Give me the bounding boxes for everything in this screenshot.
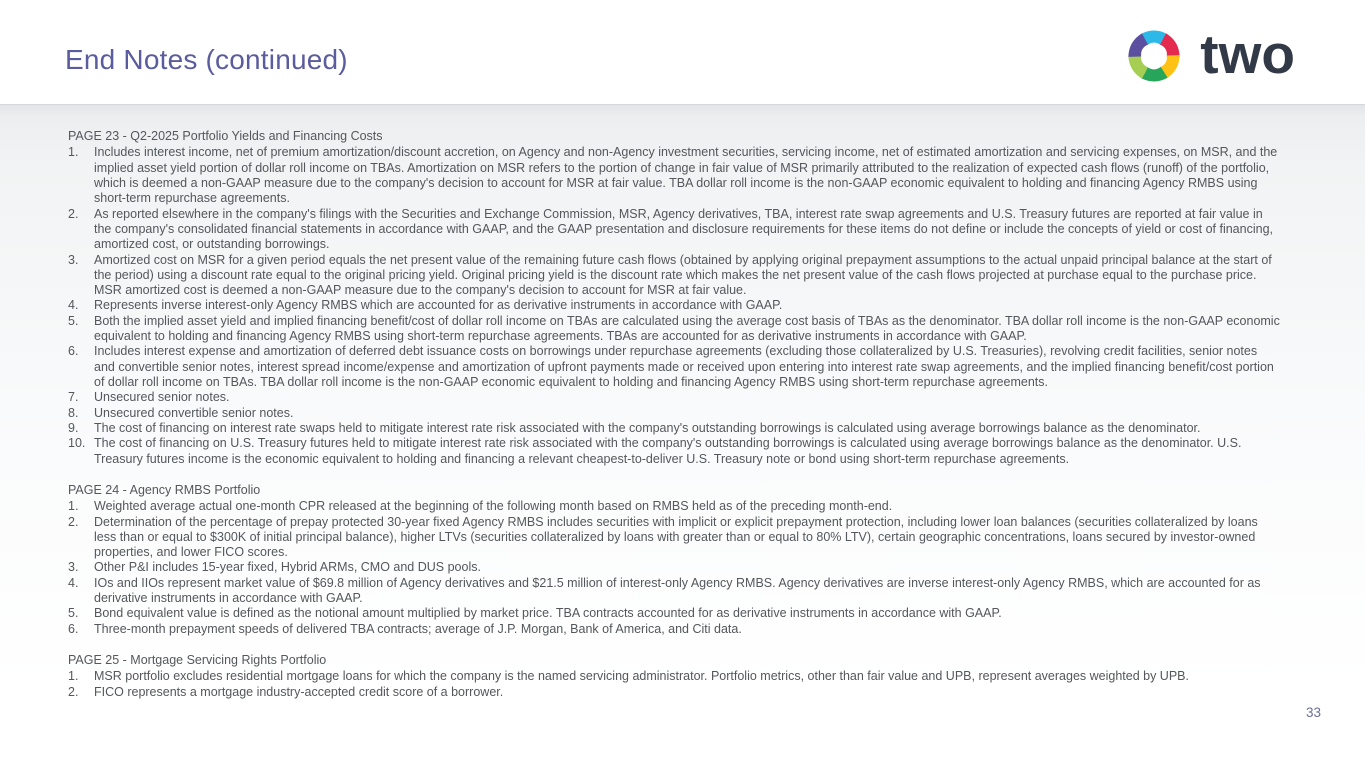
note-number: 3. <box>68 560 79 575</box>
note-text: Includes interest expense and amortization of deferred debt issuance costs on borrowings under repurchase agreements (excluding those collateralized by U.S. Treasuries), revolving credit facilities, senior notes and convertible senior notes, interest spread income/expense and amortization of upfront payments made or received upon entering into interest rate swap agreements, and the implied financing benefit/cost portion of dollar roll income on TBAs. TBA dollar roll income is the non-GAAP economic equivalent to holding and financing Agency RMBS using short-term repurchase agreements. <box>94 344 1274 389</box>
note-text: FICO represents a mortgage industry-accepted credit score of a borrower. <box>94 684 504 699</box>
note-text: Unsecured convertible senior notes. <box>94 405 294 420</box>
note-number: 2. <box>68 684 79 699</box>
note-number: 6. <box>68 621 79 636</box>
section-heading: PAGE 25 - Mortgage Servicing Rights Portfolio <box>68 653 327 667</box>
section-heading: PAGE 24 - Agency RMBS Portfolio <box>68 482 261 497</box>
section-heading: PAGE 23 - Q2-2025 Portfolio Yields and Financing Costs <box>68 129 383 143</box>
note-text: Determination of the percentage of prepay protected 30-year fixed Agency RMBS includes securities with implicit or explicit prepayment protection, including lower loan balances (securities collateralized by loans less than or equal to $300K of initial principal balance), higher LTVs (securities collateralized by loans with greater than or equal to 80% LTV), certain geographic concentrations, loans secured by investor-owned properties, and lower FICO scores. <box>94 514 1258 560</box>
note-number: 7. <box>68 390 79 405</box>
two-harbors-pinwheel-icon <box>1120 22 1188 90</box>
note-number: 5. <box>68 606 79 621</box>
note-number: 2. <box>68 206 79 221</box>
note-item <box>68 515 1281 561</box>
note-item <box>68 145 1281 206</box>
note-item <box>68 406 1281 421</box>
note-item <box>68 622 1281 637</box>
note-item <box>68 560 1281 575</box>
note-text: Bond equivalent value is defined as the notional amount multiplied by market price. TBA contracts accounted for as derivative instruments in accordance with GAAP. <box>94 606 1002 621</box>
note-text: The cost of financing on U.S. Treasury futures held to mitigate interest rate risk associated with the company's outstanding borrowings is calculated using average borrowings balance as the denominator. U.S. Treasury futures income is the economic equivalent to holding and financing a relevant cheapest-to-deliver U.S. Treasury note or bond using short-term repurchase agreements. <box>94 436 1242 466</box>
note-section <box>68 483 1281 637</box>
note-text: MSR portfolio excludes residential mortgage loans for which the company is the named servicing administrator. Portfolio metrics, other than fair value and UPB, represent averages weighted by UPB. <box>94 669 1189 684</box>
note-number: 1. <box>68 669 79 684</box>
note-text: Represents inverse interest-only Agency RMBS which are accounted for as derivative instruments in accordance with GAAP. <box>94 298 783 313</box>
note-text: Both the implied asset yield and implied financing benefit/cost of dollar roll income on TBAs are calculated using the average cost basis of TBAs as the denominator. TBA dollar roll income is the non-GAAP economic equivalent to holding and financing Agency RMBS using short-term repurchase agreements. TBAs are accounted for as derivative instruments in accordance with GAAP. <box>94 313 1280 344</box>
note-item <box>68 606 1281 621</box>
note-number: 10. <box>68 436 86 451</box>
note-number: 6. <box>68 344 79 359</box>
note-item <box>68 390 1281 405</box>
note-text: Other P&I includes 15-year fixed, Hybrid ARMs, CMO and DUS pools. <box>94 560 481 575</box>
note-text: As reported elsewhere in the company's filings with the Securities and Exchange Commission, MSR, Agency derivatives, TBA, interest rate swap agreements and U.S. Treasury futures are reported at fair value in the company's consolidated financial statements in accordance with GAAP, and the GAAP presentation and disclosure requirements for these items do not define or include the concepts of yield or cost of financing, amortized cost, or outstanding borrowings. <box>94 206 1273 252</box>
page-title: End Notes (continued) <box>65 44 348 75</box>
note-text: Unsecured senior notes. <box>94 390 230 405</box>
note-number: 9. <box>68 420 79 435</box>
note-section <box>68 129 1281 467</box>
note-item <box>68 576 1281 607</box>
note-item <box>68 669 1281 684</box>
note-item <box>68 314 1281 345</box>
note-number: 3. <box>68 252 79 267</box>
logo-wordmark: two <box>1200 22 1295 85</box>
page-number: 33 <box>1305 705 1321 720</box>
note-number: 5. <box>68 313 79 328</box>
note-section <box>68 653 1281 700</box>
note-number: 2. <box>68 514 79 529</box>
end-notes-content <box>0 105 1281 700</box>
note-number: 4. <box>68 575 79 590</box>
note-item <box>68 207 1281 253</box>
note-text: IOs and IIOs represent market value of $69.8 million of Agency derivatives and $21.5 million of interest-only Agency RMBS. Agency derivatives are inverse interest-only Agency RMBS, which are accounted for as derivative instruments in accordance with GAAP. <box>94 575 1261 606</box>
note-text: Three-month prepayment speeds of delivered TBA contracts; average of J.P. Morgan, Bank of America, and Citi data. <box>94 621 742 636</box>
note-text: Includes interest income, net of premium amortization/discount accretion, on Agency and non-Agency investment securities, servicing income, net of estimated amortization and servicing expenses, on MSR, and the implied asset yield portion of dollar roll income on TBAs. Amortization on MSR refers to the portion of change in fair value of MSR primarily attributed to the realization of expected cash flows (runoff) of the portfolio, which is deemed a non-GAAP measure due to the company's decision to account for MSR at fair value. TBA dollar roll income is the non-GAAP economic equivalent to holding and financing Agency RMBS using short-term repurchase agreements. <box>94 145 1278 206</box>
note-number: 1. <box>68 145 79 160</box>
note-number: 1. <box>68 499 79 514</box>
note-item <box>68 298 1281 313</box>
note-item <box>68 344 1281 390</box>
two-harbors-logo <box>1120 22 1295 90</box>
note-item <box>68 253 1281 299</box>
note-text: Amortized cost on MSR for a given period equals the net present value of the remaining future cash flows (obtained by applying original prepayment assumptions to the actual unpaid principal balance at the start of the period) using a discount rate equal to the original pricing yield. Original pricing yield is the discount rate which makes the net present value of the cash flows projected at purchase equal to the purchase price. MSR amortized cost is deemed a non-GAAP measure due to the company's decision to account for MSR at fair value. <box>94 252 1272 298</box>
note-item <box>68 499 1281 514</box>
note-number: 8. <box>68 405 79 420</box>
note-text: Weighted average actual one-month CPR released at the beginning of the following month based on RMBS held as of the preceding month-end. <box>94 499 893 514</box>
note-item <box>68 436 1281 467</box>
content-band <box>0 104 1365 768</box>
note-item <box>68 685 1281 700</box>
note-number: 4. <box>68 298 79 313</box>
slide-header <box>0 0 1365 104</box>
note-text: The cost of financing on interest rate swaps held to mitigate interest rate risk associated with the company's outstanding borrowings is calculated using average borrowings balance as the denominator. <box>94 420 1201 435</box>
note-item <box>68 421 1281 436</box>
